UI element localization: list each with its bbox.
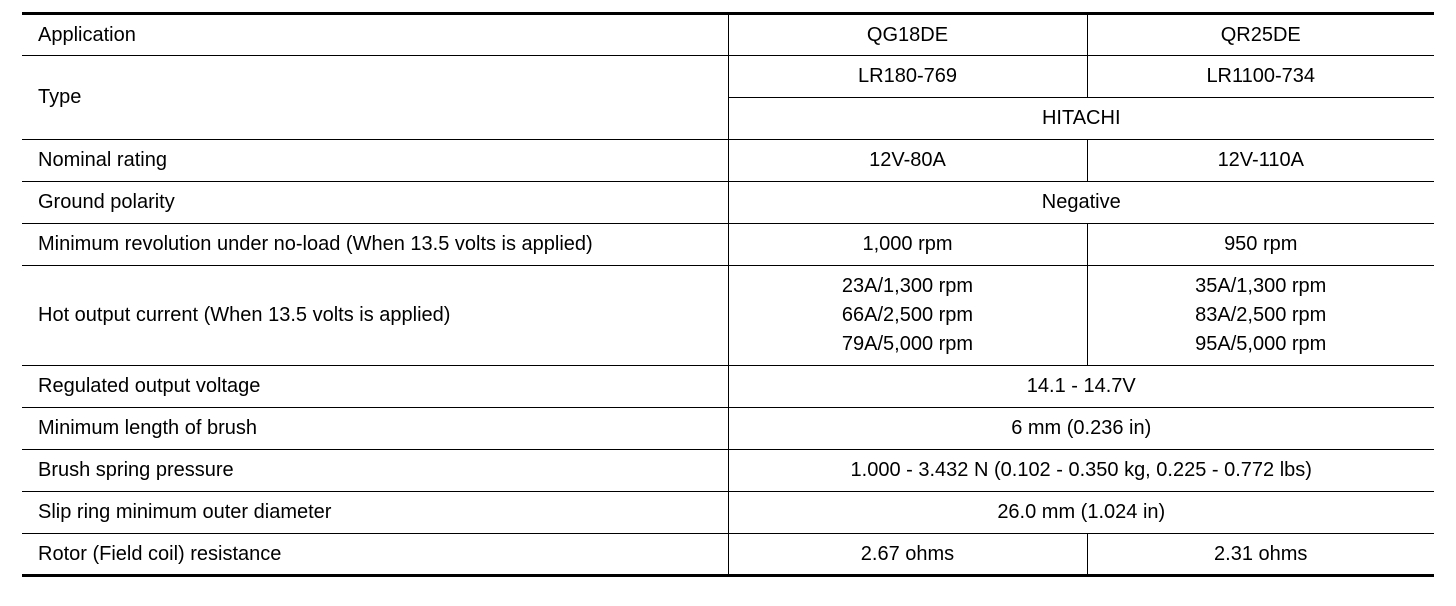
hot-output-line: 83A/2,500 rpm	[1195, 304, 1327, 326]
row-label: Minimum length of brush	[22, 408, 728, 450]
row-label: Application	[22, 14, 728, 56]
header-qr25de: QR25DE	[1087, 14, 1434, 56]
table-row-brush-spring	[22, 450, 1434, 492]
nominal-rating-qr25de: 12V-110A	[1087, 140, 1434, 182]
hot-output-qr25de	[1087, 266, 1434, 366]
table-row-min-brush-length	[22, 408, 1434, 450]
row-label: Regulated output voltage	[22, 366, 728, 408]
hot-output-qg18de	[728, 266, 1087, 366]
row-label: Brush spring pressure	[22, 450, 728, 492]
brush-spring-value: 1.000 - 3.432 N (0.102 - 0.350 kg, 0.225 - 0.772 lbs)	[728, 450, 1434, 492]
type-qg18de: LR180-769	[728, 56, 1087, 98]
table-row-type	[22, 56, 1434, 98]
slip-ring-value: 26.0 mm (1.024 in)	[728, 492, 1434, 534]
row-label: Nominal rating	[22, 140, 728, 182]
table-row-hot-output	[22, 266, 1434, 366]
min-brush-length-value: 6 mm (0.236 in)	[728, 408, 1434, 450]
header-qg18de: QG18DE	[728, 14, 1087, 56]
regulated-voltage-value: 14.1 - 14.7V	[728, 366, 1434, 408]
row-label: Minimum revolution under no-load (When 13.5 volts is applied)	[22, 224, 728, 266]
min-revolution-qg18de: 1,000 rpm	[728, 224, 1087, 266]
alternator-spec-table	[22, 12, 1434, 577]
type-maker: HITACHI	[728, 98, 1434, 140]
table-row-min-revolution	[22, 224, 1434, 266]
table-row-slip-ring	[22, 492, 1434, 534]
table-row-application	[22, 14, 1434, 56]
min-revolution-qr25de: 950 rpm	[1087, 224, 1434, 266]
row-label: Ground polarity	[22, 182, 728, 224]
nominal-rating-qg18de: 12V-80A	[728, 140, 1087, 182]
row-label: Slip ring minimum outer diameter	[22, 492, 728, 534]
hot-output-line: 66A/2,500 rpm	[841, 304, 974, 326]
table-row-nominal-rating	[22, 140, 1434, 182]
hot-output-line: 79A/5,000 rpm	[841, 333, 974, 355]
rotor-resistance-qg18de: 2.67 ohms	[728, 534, 1087, 576]
row-label: Hot output current (When 13.5 volts is applied)	[22, 266, 728, 366]
hot-output-line: 23A/1,300 rpm	[841, 275, 974, 297]
row-label: Rotor (Field coil) resistance	[22, 534, 728, 576]
type-qr25de: LR1100-734	[1087, 56, 1434, 98]
table-row-ground-polarity	[22, 182, 1434, 224]
rotor-resistance-qr25de: 2.31 ohms	[1087, 534, 1434, 576]
ground-polarity-value: Negative	[728, 182, 1434, 224]
row-label: Type	[22, 56, 728, 140]
table-row-regulated-voltage	[22, 366, 1434, 408]
table-row-rotor-resistance	[22, 534, 1434, 576]
hot-output-line: 95A/5,000 rpm	[1195, 333, 1327, 355]
hot-output-line: 35A/1,300 rpm	[1195, 275, 1327, 297]
